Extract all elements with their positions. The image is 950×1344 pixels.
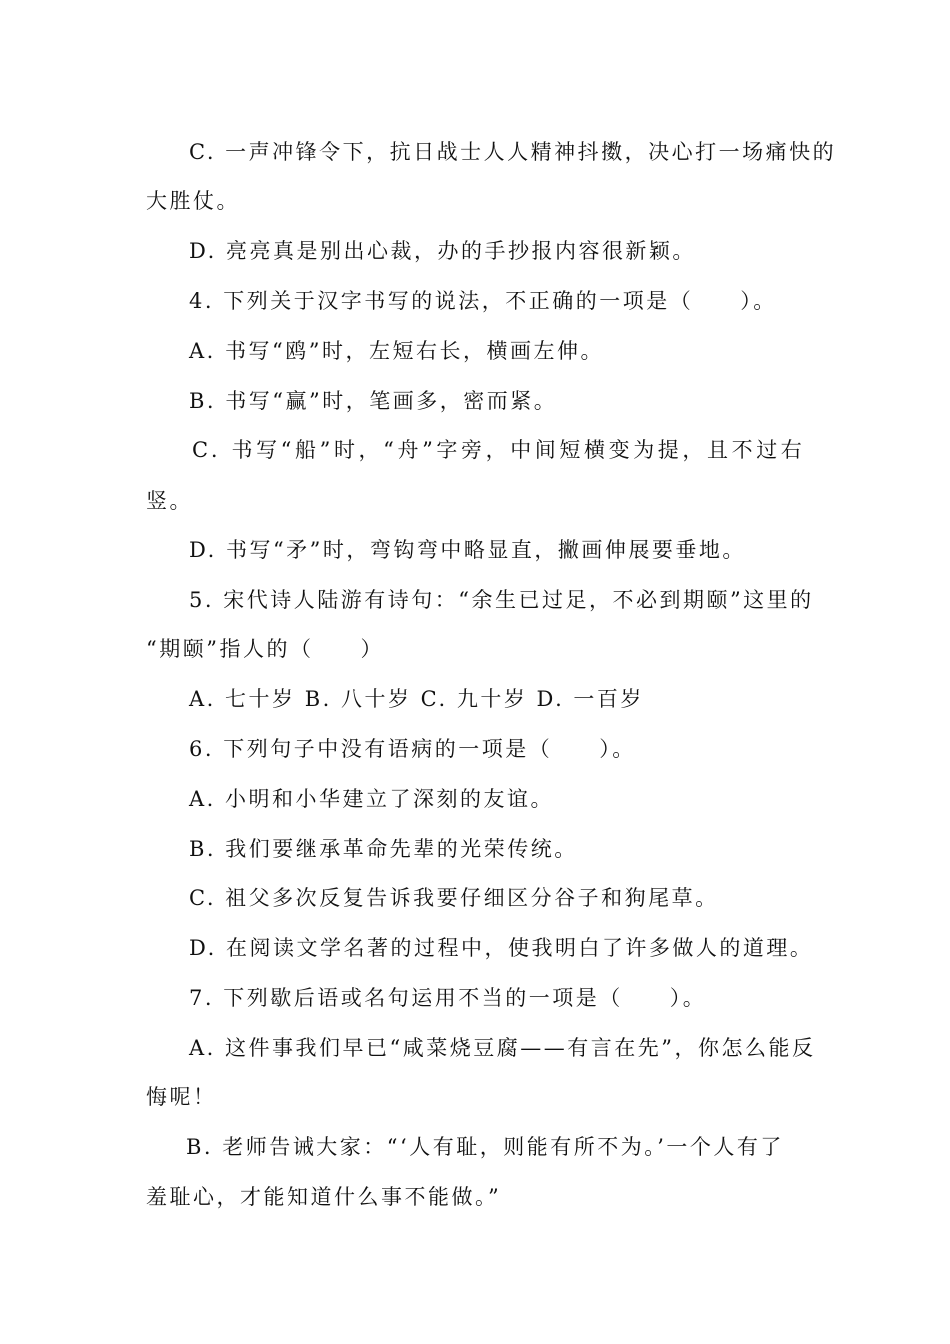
options-5: A. 七十岁 B. 八十岁 C. 九十岁 D. 一百岁 [189, 687, 644, 711]
option-6d: D. 在阅读文学名著的过程中，使我明白了许多做人的道理。 [189, 936, 814, 960]
option-6b: B. 我们要继承革命先辈的光荣传统。 [189, 837, 578, 861]
option-4b: B. 书写“赢”时，笔画多，密而紧。 [189, 389, 558, 413]
option-3c-line-1: C. 一声冲锋令下，抗日战士人人精神抖擞，决心打一场痛快的 [189, 140, 837, 164]
question-7: 7. 下列歇后语或名句运用不当的一项是（ ）。 [189, 986, 707, 1010]
option-3c-line-2: 大胜仗。 [146, 189, 240, 213]
question-4: 4. 下列关于汉字书写的说法，不正确的一项是（ ）。 [189, 289, 777, 313]
question-5-line-2: “期颐”指人的（ ） [146, 637, 384, 661]
option-7b-line-2: 羞耻心，才能知道什么事不能做。” [146, 1185, 502, 1209]
option-6a: A. 小明和小华建立了深刻的友谊。 [189, 787, 555, 811]
option-4c-line-1: C. 书写“船”时，“舟”字旁，中间短横变为提，且不过右 [192, 438, 806, 462]
option-4c-line-2: 竖。 [146, 489, 193, 513]
option-7a-line-2: 悔呢！ [146, 1085, 217, 1109]
option-6c: C. 祖父多次反复告诉我要仔细区分谷子和狗尾草。 [189, 886, 719, 910]
option-7b-line-1: B. 老师告诫大家：“‘人有耻，则能有所不为。’一个人有了 [186, 1135, 784, 1159]
option-4d: D. 书写“矛”时，弯钩弯中略显直，撇画伸展要垂地。 [189, 538, 746, 562]
question-6: 6. 下列句子中没有语病的一项是（ ）。 [189, 737, 636, 761]
question-5-line-1: 5. 宋代诗人陆游有诗句：“余生已过足，不必到期颐”这里的 [189, 588, 814, 612]
option-7a-line-1: A. 这件事我们早已“咸菜烧豆腐——有言在先”，你怎么能反 [189, 1036, 816, 1060]
option-4a: A. 书写“鸥”时，左短右长，横画左伸。 [189, 339, 604, 363]
option-3d: D. 亮亮真是别出心裁，办的手抄报内容很新颖。 [189, 239, 696, 263]
